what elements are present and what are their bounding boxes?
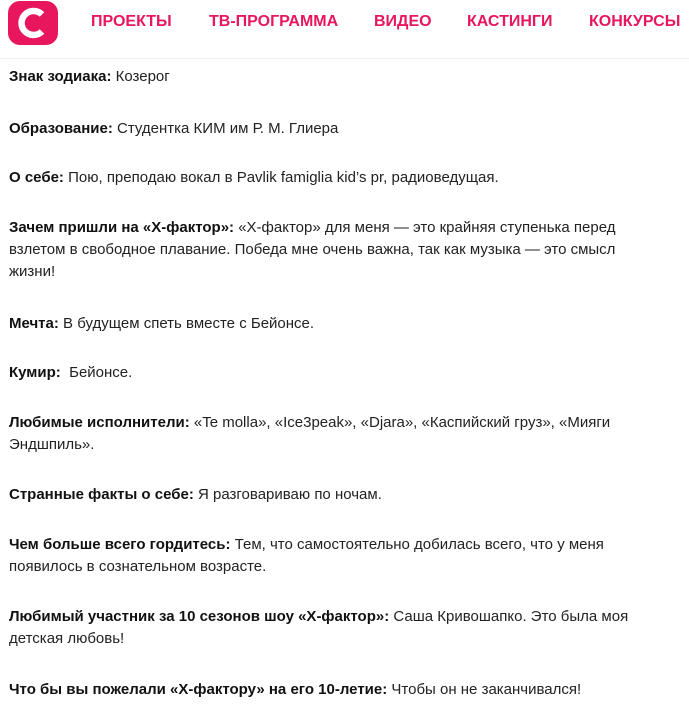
profile-row-favorite-participant	[9, 606, 649, 650]
profile-row-strange-facts	[9, 484, 649, 506]
nav-item-castings[interactable]: КАСТИНГИ	[467, 13, 553, 30]
profile-label: О себе:	[9, 169, 64, 186]
profile-label: Странные факты о себе:	[9, 486, 194, 503]
profile-row-idol	[9, 362, 649, 384]
main-nav	[91, 11, 689, 35]
profile-label: Что бы вы пожелали «Х-фактору» на его 10-летие:	[9, 681, 388, 698]
profile-value: Я разговариваю по ночам.	[193, 486, 382, 503]
profile-value: Саша Кривошапко. Это была моя детская любовь!	[9, 608, 629, 647]
profile-row-anniversary-wish	[9, 679, 649, 701]
profile-row-favorite-artists	[9, 412, 649, 456]
profile-value: В будущем спеть вместе с Бейонсе.	[58, 315, 315, 332]
site-header	[0, 0, 689, 59]
profile-row-zodiac	[9, 66, 649, 88]
logo-c-icon	[13, 3, 53, 43]
profile-value: Тем, что самостоятельно добилась всего, что у меня появилось в сознательном возрасте.	[9, 536, 604, 575]
profile-row-dream	[9, 313, 649, 335]
nav-item-projects[interactable]: ПРОЕКТЫ	[91, 13, 172, 30]
profile-row-why-x-factor	[9, 217, 649, 283]
profile-label: Любимые исполнители:	[9, 414, 190, 431]
profile-label: Любимый участник за 10 сезонов шоу «Х-фактор»:	[9, 608, 390, 625]
profile-label: Знак зодиака:	[9, 68, 112, 85]
nav-item-contests[interactable]: КОНКУРСЫ	[589, 13, 681, 30]
profile-label: Мечта:	[9, 315, 59, 332]
nav-item-video[interactable]: ВИДЕО	[374, 13, 432, 30]
profile-label: Образование:	[9, 120, 113, 137]
profile-row-education	[9, 118, 649, 140]
profile-label: Кумир:	[9, 364, 61, 381]
profile-value: Чтобы он не заканчивался!	[387, 681, 582, 698]
profile-value: Козерог	[111, 68, 170, 85]
profile-row-about	[9, 167, 649, 189]
profile-value: Пою, преподаю вокал в Pavlik famiglia kid’s pr, радиоведущая.	[63, 169, 499, 186]
profile-row-proud-of	[9, 534, 649, 578]
profile-label: Зачем пришли на «Х-фактор»:	[9, 219, 235, 236]
profile-label: Чем больше всего гордитесь:	[9, 536, 231, 553]
logo-icon[interactable]	[8, 1, 58, 45]
profile-value: «Х-фактор» для меня — это крайняя ступенька перед взлетом в свободное плавание. Победа мне очень важна, так как музыка — это смысл жизни!	[9, 219, 616, 280]
profile-value: Студентка КИМ им Р. М. Глиера	[112, 120, 339, 137]
nav-item-tv-program[interactable]: ТВ-ПРОГРАММА	[209, 13, 339, 30]
profile-value: Бейонсе.	[60, 364, 133, 381]
profile-value: «Te molla», «Ice3peak», «Djara», «Каспийский груз», «Мияги Эндшпиль».	[9, 414, 611, 453]
